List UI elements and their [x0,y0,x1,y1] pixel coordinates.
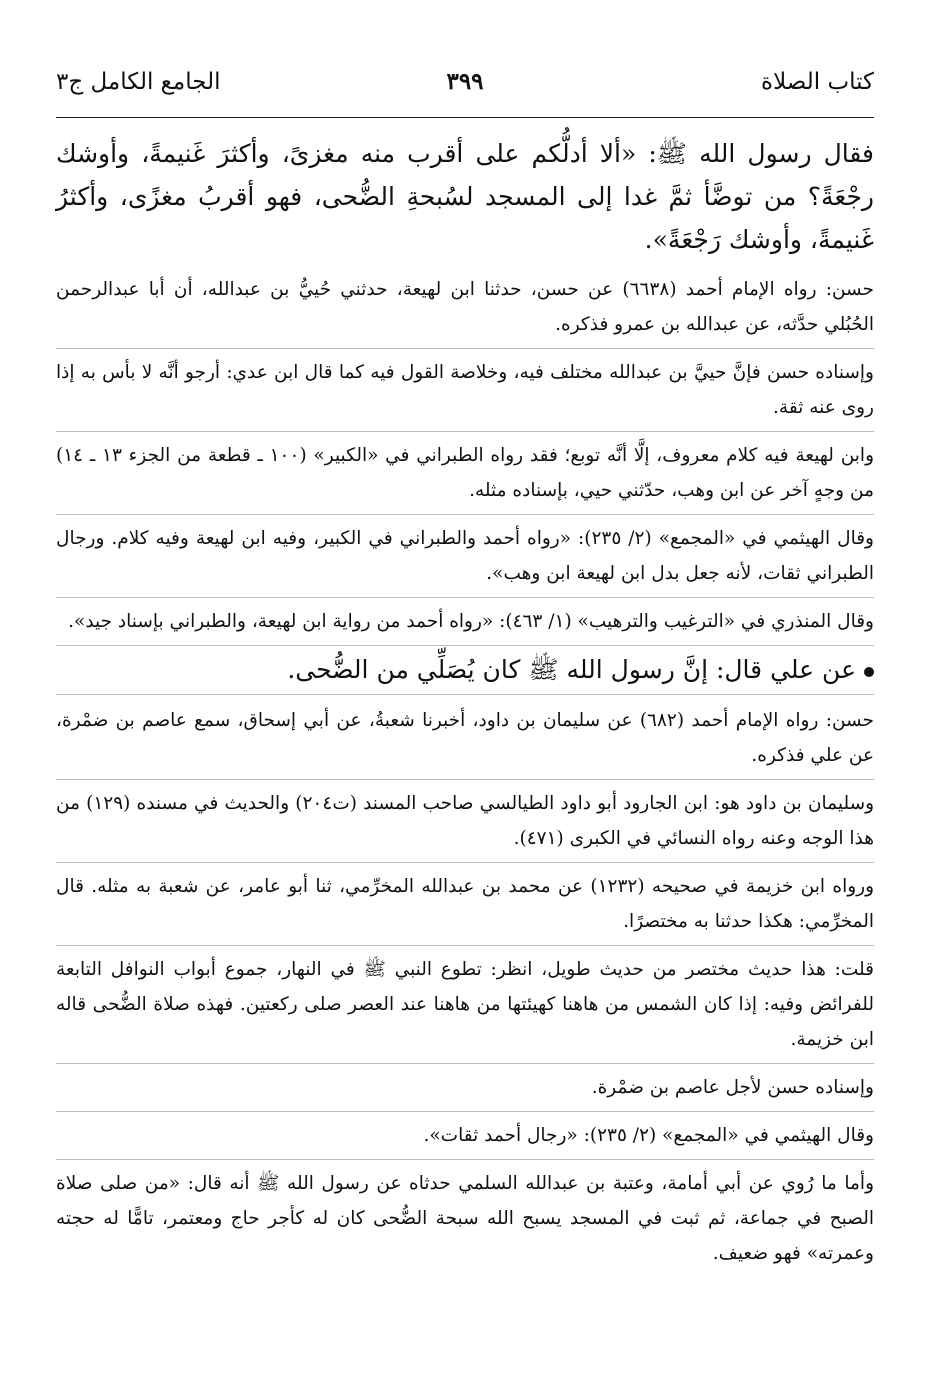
header-section-title: كتاب الصلاة [761,69,874,95]
takhrij-paragraph: حسن: رواه الإمام أحمد (٦٦٣٨) عن حسن، حدثنا ابن لهيعة، حدثني حُييُّ بن عبدالله، أن أبا عبدالرحمن الحُبُلي حدَّثه، عن عبدالله بن عمرو فذكره. [56,266,874,349]
page-number: ٣٩٩ [446,68,484,95]
bullet-icon [864,667,874,677]
hadith-text: فقال رسول الله ﷺ: «ألا أدلُّكم على أقرب منه مغزىً، وأكثرَ غَنيمةً، وأوشك رجْعَةً؟ من توضَّأ ثمَّ غدا إلى المسجد لسُبحةِ الضُّحى، فهو أقربُ مغزًى، وأكثرُ غَنيمةً، وأوشك رَجْعَةً». [56,139,874,254]
running-header [56,62,874,102]
ibn-lahia-paragraph: وابن لهيعة فيه كلام معروف، إلَّا أنَّه توبع؛ فقد رواه الطبراني في «الكبير» (١٠٠ ـ قطعة من الجزء ١٣ ـ ١٤) من وجهٍ آخر عن ابن وهب، حدّثني حيي، بإسناده مثله. [56,432,874,515]
haythami-paragraph: وقال الهيثمي في «المجمع» (٢/ ٢٣٥): «رواه أحمد والطبراني في الكبير، وفيه ابن لهيعة وفيه كلام. ورجال الطبراني ثقات، لأنه جعل بدل ابن لهيعة ابن وهب». [56,515,874,598]
takhrij-paragraph: حسن: رواه الإمام أحمد (٦٨٢) عن سليمان بن داود، أخبرنا شعبةُ، عن أبي إسحاق، سمع عاصم بن ضمْرة، عن علي فذكره. [56,697,874,780]
header-rule [56,117,874,118]
hadith-ali-text: عن علي قال: إنَّ رسول الله ﷺ كان يُصَلِّي من الضُّحى. [287,655,856,684]
mundhiri-paragraph: وقال المنذري في «الترغيب والترهيب» (١/ ٤٦٣): «رواه أحمد من رواية ابن لهيعة، والطبراني بإسناد جيد». [56,598,874,646]
header-book-title: الجامع الكامل ج٣ [56,69,221,95]
ibn-khuzayma-paragraph: ورواه ابن خزيمة في صحيحه (١٢٣٢) عن محمد بن عبدالله المخرِّمي، ثنا أبو عامر، عن شعبة به مثله. قال المخرِّمي: هكذا حدثنا به مختصرًا. [56,863,874,946]
page-body [56,132,874,1277]
weak-narration-paragraph: وأما ما رُوي عن أبي أمامة، وعتبة بن عبدالله السلمي حدثاه عن رسول الله ﷺ أنه قال: «من صلى صلاة الصبح في جماعة، ثم ثبت في المسجد يسبح الله سبحة الضُّحى كان له كأجر حاج ومعتمر، تامًّا له حجته وعمرته» فهو ضعيف. [56,1173,874,1264]
isnad-paragraph: وإسناده حسن فإنَّ حييَّ بن عبدالله مختلف فيه، وخلاصة القول فيه كما قال ابن عدي: أرجو أنَّه لا بأس به إذا روى عنه ثقة. [56,349,874,432]
sulayman-paragraph: وسليمان بن داود هو: ابن الجارود أبو داود الطيالسي صاحب المسند (ت٢٠٤) والحديث في مسنده (١٢٩) من هذا الوجه وعنه رواه النسائي في الكبرى (٤٧١). [56,780,874,863]
haythami-paragraph: وقال الهيثمي في «المجمع» (٢/ ٢٣٥): «رجال أحمد ثقات». [56,1112,874,1160]
comment-paragraph: قلت: هذا حديث مختصر من حديث طويل، انظر: تطوع النبي ﷺ في النهار، جموع أبواب النوافل التابعة للفرائض وفيه: إذا كان الشمس من هاهنا كهيئتها من هاهنا عند العصر صلى ركعتين. فهذه صلاة الضُّحى قاله ابن خزيمة. [56,946,874,1064]
isnad-paragraph: وإسناده حسن لأجل عاصم بن ضمْرة. [56,1064,874,1112]
hadith-ali [56,650,874,695]
